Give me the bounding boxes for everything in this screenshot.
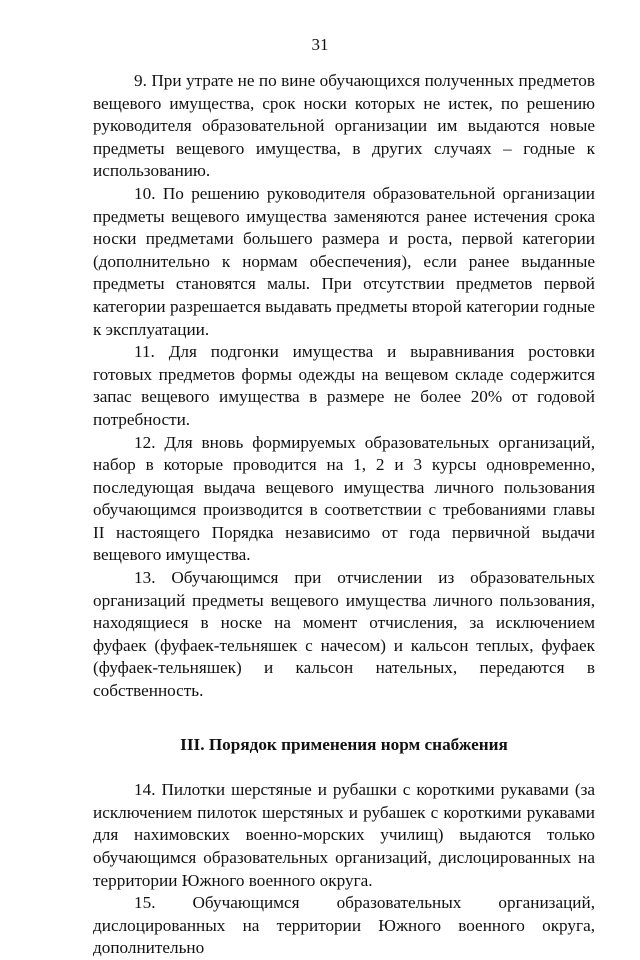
paragraph-10: 10. По решению руководителя образовательной организации предметы вещевого имущества заменяются ранее истечения срока носки предметами большего размера и роста, первой категории (дополнительно к нормам обеспечения), если ранее выданные предметы становятся малы. При отсутствии предметов первой категории разрешается выдавать предметы второй категории годные к эксплуатации. [93, 183, 595, 339]
document-body [93, 70, 595, 960]
paragraph-11: 11. Для подгонки имущества и выравнивания ростовки готовых предметов формы одежды на вещевом складе содержится запас вещевого имущества в размере не более 20% от годовой потребности. [93, 342, 595, 429]
page-number: 31 [311, 35, 329, 54]
paragraph-15: 15. Обучающимся образовательных организаций, дислоцированных на территории Южного военного округа, дополнительно [93, 893, 595, 958]
paragraph-9: 9. При утрате не по вине обучающихся полученных предметов вещевого имущества, срок носки которых не истек, по решению руководителя образовательной организации им выдаются новые предметы вещевого имущества, в других случаях – годные к использованию. [93, 71, 595, 181]
section-heading: III. Порядок применения норм снабжения [180, 734, 508, 754]
paragraph-13: 13. Обучающимся при отчислении из образовательных организаций предметы вещевого имущества личного пользования, находящиеся в носке на момент отчисления, за исключением фуфаек (фуфаек-тельняшек с начесом) и кальсон теплых, фуфаек (фуфаек-тельняшек) и кальсон нательных, передаются в собственность. [93, 568, 595, 701]
paragraph-14: 14. Пилотки шерстяные и рубашки с короткими рукавами (за исключением пилоток шерстяных и рубашек с короткими рукавами для нахимовских военно-морских училищ) выдаются только обучающимся образовательных организаций, дислоцированных на территории Южного военного округа. [93, 780, 595, 890]
paragraph-12: 12. Для вновь формируемых образовательных организаций, набор в которые проводится на 1, 2 и 3 курсы одновременно, последующая выдача вещевого имущества личного пользования обучающимся производится в соответствии с требованиями главы II настоящего Порядка независимо от года первичной выдачи вещевого имущества. [93, 432, 595, 565]
